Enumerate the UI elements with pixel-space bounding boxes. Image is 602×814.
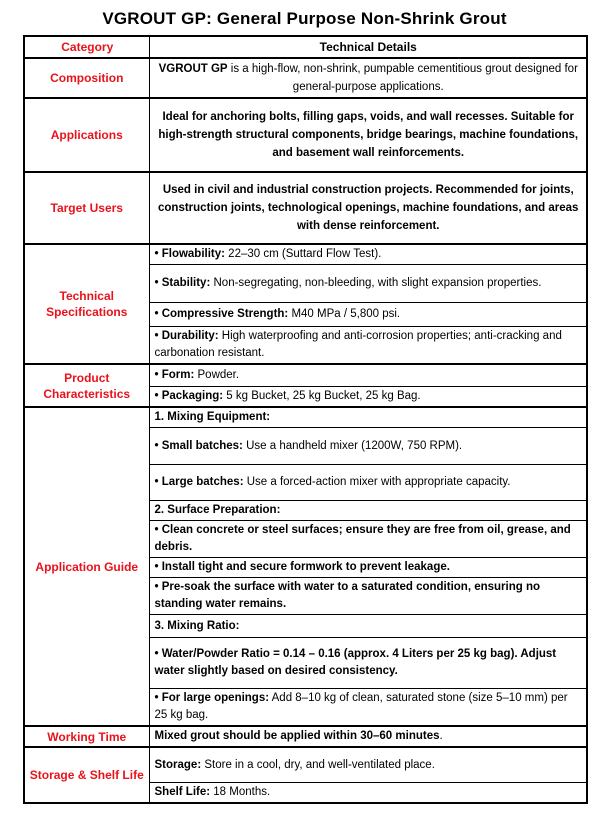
detail-cell	[149, 578, 587, 615]
detail-text-segment: Shelf Life:	[154, 786, 211, 798]
table-row	[24, 98, 587, 172]
detail-cell	[149, 387, 587, 408]
table-row	[24, 407, 587, 428]
detail-cell	[149, 58, 587, 98]
detail-cell	[149, 501, 587, 521]
detail-text-segment: Store in a cool, dry, and well-ventilated place.	[201, 758, 435, 771]
category-cell: Technical Specifications	[24, 244, 149, 364]
detail-cell	[149, 689, 587, 727]
detail-text-segment: • Packaging:	[154, 390, 224, 402]
detail-text-segment: 18 Months.	[210, 786, 271, 798]
detail-text-segment: 1. Mixing Equipment:	[154, 411, 271, 423]
detail-text-segment: VGROUT GP	[158, 63, 228, 75]
detail-cell	[149, 303, 587, 327]
category-cell: Product Characteristics	[24, 364, 149, 407]
detail-text-segment: High waterproofing and anti-corrosion properties; anti-cracking and carbonation resistant.	[154, 330, 562, 359]
detail-cell	[149, 98, 587, 172]
detail-text-segment: .	[439, 730, 443, 742]
category-cell: Storage & Shelf Life	[24, 747, 149, 803]
detail-text-segment: • For large openings:	[154, 692, 270, 704]
table-row	[24, 364, 587, 387]
detail-cell	[149, 172, 587, 244]
detail-text-segment: • Stability:	[154, 277, 211, 289]
category-cell: Composition	[24, 58, 149, 98]
detail-text-segment: is a high-flow, non-shrink, pumpable cementitious grout designed for general-purpose applications.	[227, 63, 578, 93]
detail-text-segment: 5 kg Bucket, 25 kg Bucket, 25 kg Bag.	[223, 390, 421, 402]
category-cell: Working Time	[24, 726, 149, 747]
detail-text-segment: Add 8–10 kg of clean, saturated stone (size 5–10 mm) per 25 kg bag.	[154, 692, 568, 721]
detail-text-segment: Use a handheld mixer (1200W, 750 RPM).	[242, 439, 463, 452]
detail-text-segment: • Water/Powder Ratio = 0.14 – 0.16 (approx. 4 Liters per 25 kg bag). Adjust water slightly based on desired consistency.	[154, 648, 557, 677]
detail-cell	[149, 465, 587, 501]
detail-text-segment: 2. Surface Preparation:	[154, 504, 281, 516]
detail-cell	[149, 364, 587, 387]
category-cell: Application Guide	[24, 407, 149, 726]
detail-cell	[149, 638, 587, 689]
detail-cell	[149, 747, 587, 783]
spec-table-body	[24, 58, 587, 803]
table-row	[24, 172, 587, 244]
category-cell: Target Users	[24, 172, 149, 244]
detail-text-segment: 22–30 cm (Suttard Flow Test).	[224, 248, 382, 260]
detail-text-segment: Ideal for anchoring bolts, filling gaps, voids, and wall recesses. Suitable for high-strength structural components, bridge bearings, machine foundations, and basement wall reinforcements.	[158, 111, 579, 159]
detail-cell	[149, 265, 587, 303]
detail-text-segment: • Install tight and secure formwork to prevent leakage.	[154, 561, 450, 573]
detail-text-segment: • Small batches:	[154, 439, 243, 452]
detail-text-segment: 3. Mixing Ratio:	[154, 619, 240, 632]
detail-text-segment: Non-segregating, non-bleeding, with slight expansion properties.	[210, 277, 542, 289]
detail-cell	[149, 726, 587, 747]
category-column-header: Category	[24, 36, 149, 58]
spec-table	[23, 35, 588, 804]
detail-text-segment: • Flowability:	[154, 248, 225, 260]
table-row	[24, 58, 587, 98]
table-row	[24, 747, 587, 783]
detail-cell	[149, 521, 587, 558]
category-cell: Applications	[24, 98, 149, 172]
detail-text-segment: • Pre-soak the surface with water to a saturated condition, ensuring no standing water remains.	[154, 581, 541, 610]
detail-text-segment: • Compressive Strength:	[154, 308, 289, 320]
detail-text-segment: • Durability:	[154, 330, 219, 342]
detail-text-segment: • Form:	[154, 369, 195, 381]
detail-cell	[149, 615, 587, 638]
page-title: VGROUT GP: General Purpose Non-Shrink Grout	[102, 9, 507, 28]
detail-text-segment: Mixed grout should be applied within 30–60 minutes	[154, 730, 440, 742]
detail-text-segment: Storage:	[154, 758, 202, 771]
table-row	[24, 244, 587, 265]
detail-cell	[149, 407, 587, 428]
detail-cell	[149, 327, 587, 365]
table-header-row	[24, 36, 587, 58]
table-row	[24, 726, 587, 747]
detail-text-segment: • Large batches:	[154, 476, 244, 488]
technical-details-column-header: Technical Details	[149, 36, 587, 58]
detail-text-segment: M40 MPa / 5,800 psi.	[288, 308, 401, 320]
detail-cell	[149, 428, 587, 465]
detail-cell	[149, 244, 587, 265]
detail-text-segment: • Clean concrete or steel surfaces; ensure they are free from oil, grease, and debris.	[154, 524, 571, 553]
detail-text-segment: Use a forced-action mixer with appropriate capacity.	[243, 476, 511, 488]
detail-cell	[149, 558, 587, 578]
detail-text-segment: Used in civil and industrial construction projects. Recommended for joints, construction joints, technological openings, machine foundations, and areas with dense reinforcement.	[158, 184, 579, 232]
detail-text-segment: Powder.	[194, 369, 240, 381]
detail-cell	[149, 783, 587, 804]
